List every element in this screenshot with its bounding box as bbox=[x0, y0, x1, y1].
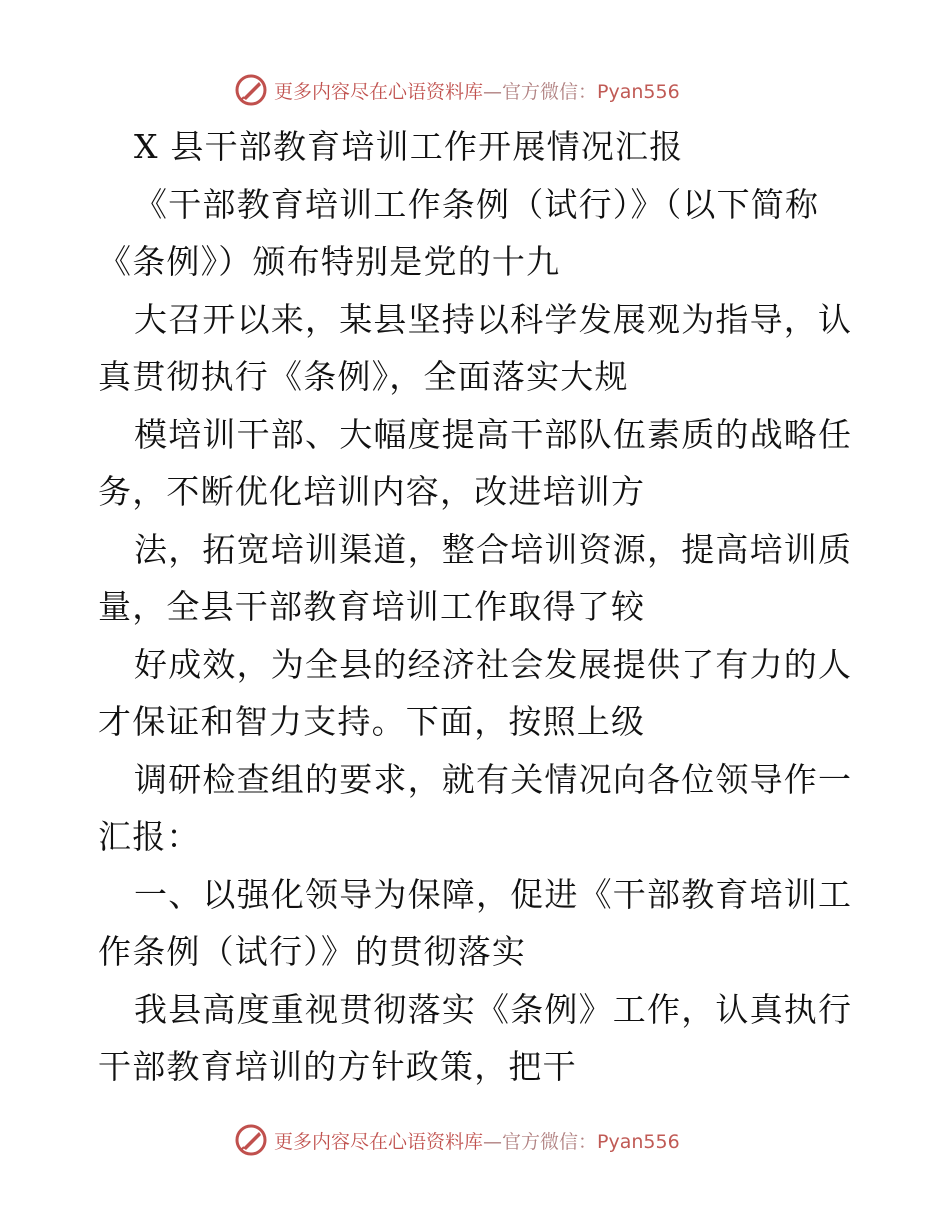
paragraph-line: 《条例》）颁布特别是党的十九 bbox=[98, 242, 561, 281]
quill-pen-logo-icon bbox=[234, 73, 268, 107]
paragraph-line: 好成效，为全县的经济社会发展提供了有力的人 bbox=[134, 644, 853, 684]
watermark-text: 更多内容尽在心语资料库—官方微信：Pyan556 bbox=[274, 80, 680, 103]
paragraph-line: 干部教育培训的方针政策，把干 bbox=[98, 1047, 577, 1086]
paragraph-line: 量，全县干部教育培训工作取得了较 bbox=[98, 587, 646, 626]
paragraph-line: 才保证和智力支持。下面，按照上级 bbox=[98, 702, 646, 741]
section-heading-line: 作条例（试行）》的贯彻落实 bbox=[98, 932, 527, 971]
paragraph-line: 汇报： bbox=[98, 817, 201, 856]
paragraph-line: 务，不断优化培训内容，改进培训方 bbox=[98, 472, 646, 511]
section-heading-line: 一、以强化领导为保障，促进《干部教育培训工 bbox=[134, 874, 853, 914]
watermark-text: 更多内容尽在心语资料库—官方微信：Pyan556 bbox=[274, 1130, 680, 1153]
header-watermark bbox=[234, 72, 680, 108]
paragraph-line: 模培训干部、大幅度提高干部队伍素质的战略任 bbox=[134, 414, 853, 454]
document-body bbox=[98, 118, 858, 1096]
footer-watermark bbox=[234, 1122, 680, 1158]
document-title: X 县干部教育培训工作开展情况汇报 bbox=[134, 127, 684, 166]
paragraph-line: 《干部教育培训工作条例（试行）》（以下简称 bbox=[134, 184, 820, 224]
paragraph-line: 真贯彻执行《条例》，全面落实大规 bbox=[98, 357, 629, 396]
paragraph-line: 法，拓宽培训渠道，整合培训资源，提高培训质 bbox=[134, 529, 853, 569]
paragraph-line: 我县高度重视贯彻落实《条例》工作，认真执行 bbox=[134, 989, 853, 1029]
paragraph-line: 调研检查组的要求，就有关情况向各位领导作一 bbox=[134, 759, 853, 799]
quill-pen-logo-icon bbox=[234, 1123, 268, 1157]
paragraph-line: 大召开以来，某县坚持以科学发展观为指导，认 bbox=[134, 299, 853, 339]
